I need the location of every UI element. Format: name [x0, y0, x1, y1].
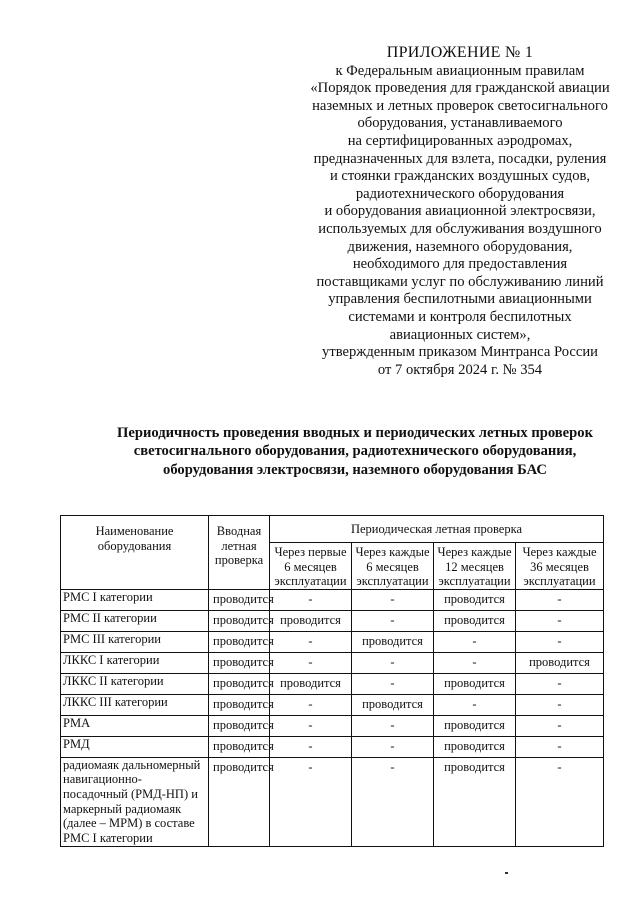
appendix-heading: ПРИЛОЖЕНИЕ № 1: [386, 44, 534, 61]
cell-intro: проводится: [209, 631, 270, 652]
cell-every-36: -: [516, 589, 604, 610]
appendix-line: поставщиками услуг по обслуживанию линий: [316, 273, 604, 290]
cell-intro: проводится: [209, 757, 270, 846]
equipment-name: ЛККС I категории: [61, 652, 209, 673]
cell-every-36: -: [516, 757, 604, 846]
header-intro-check: Вводная летная проверка: [209, 516, 270, 590]
equipment-name: ЛККС III категории: [61, 694, 209, 715]
title-line: Периодичность проведения вводных и периодических летных проверок: [117, 425, 593, 441]
cell-first-6: -: [270, 694, 352, 715]
cell-first-6: -: [270, 736, 352, 757]
cell-every-6: проводится: [352, 631, 434, 652]
table-row: [61, 652, 604, 673]
equipment-name: РМС III категории: [61, 631, 209, 652]
appendix-line: от 7 октября 2024 г. № 354: [377, 361, 543, 378]
appendix-line: управления беспилотными авиационными: [328, 291, 592, 308]
header-every-6-months: Через каждые 6 месяцев эксплуатации: [352, 543, 434, 590]
table-row: [61, 673, 604, 694]
appendix-line: необходимого для предоставления: [352, 256, 568, 273]
appendix-line: наземных и летных проверок светосигнального: [312, 97, 608, 114]
document-title: [95, 424, 615, 479]
scan-speck: [505, 872, 508, 874]
title-line: оборудования электросвязи, наземного оборудования БАС: [163, 461, 547, 478]
appendix-block: [305, 44, 615, 379]
equipment-name: РМС II категории: [61, 610, 209, 631]
table-row: [61, 757, 604, 846]
cell-every-12: проводится: [434, 736, 516, 757]
table-row: [61, 589, 604, 610]
cell-every-36: -: [516, 610, 604, 631]
cell-intro: проводится: [209, 652, 270, 673]
appendix-line: используемых для обслуживания воздушного: [318, 220, 602, 237]
cell-first-6: -: [270, 652, 352, 673]
cell-every-36: -: [516, 673, 604, 694]
cell-every-36: -: [516, 694, 604, 715]
header-every-12-months: Через каждые 12 месяцев эксплуатации: [434, 543, 516, 590]
cell-every-12: проводится: [434, 715, 516, 736]
cell-every-6: -: [352, 652, 434, 673]
cell-every-12: -: [434, 652, 516, 673]
cell-every-12: проводится: [434, 589, 516, 610]
equipment-name: ЛККС II категории: [61, 673, 209, 694]
cell-every-12: проводится: [434, 673, 516, 694]
cell-every-6: -: [352, 757, 434, 846]
cell-first-6: -: [270, 757, 352, 846]
cell-every-36: -: [516, 631, 604, 652]
appendix-line: «Порядок проведения для гражданской авиации: [310, 80, 610, 97]
cell-intro: проводится: [209, 589, 270, 610]
header-first-6-months: Через первые 6 месяцев эксплуатации: [270, 543, 352, 590]
appendix-line: радиотехнического оборудования: [355, 185, 565, 202]
equipment-name: РМА: [61, 715, 209, 736]
cell-first-6: проводится: [270, 673, 352, 694]
cell-every-6: -: [352, 610, 434, 631]
appendix-line: утвержденным приказом Минтранса России: [322, 344, 598, 361]
cell-first-6: проводится: [270, 610, 352, 631]
header-every-36-months: Через каждые 36 месяцев эксплуатации: [516, 543, 604, 590]
table-row: [61, 610, 604, 631]
periodicity-table: [60, 515, 604, 847]
cell-intro: проводится: [209, 736, 270, 757]
cell-first-6: -: [270, 589, 352, 610]
cell-first-6: -: [270, 631, 352, 652]
table-row: [61, 694, 604, 715]
cell-first-6: -: [270, 715, 352, 736]
cell-intro: проводится: [209, 694, 270, 715]
appendix-line: оборудования, устанавливаемого: [357, 115, 563, 132]
equipment-name: РМС I категории: [61, 589, 209, 610]
cell-every-36: проводится: [516, 652, 604, 673]
cell-every-36: -: [516, 715, 604, 736]
appendix-line: и стоянки гражданских воздушных судов,: [329, 168, 591, 185]
appendix-line: на сертифицированных аэродромах,: [347, 132, 573, 149]
appendix-line: системами и контроля беспилотных: [348, 308, 572, 325]
table-row: [61, 736, 604, 757]
cell-intro: проводится: [209, 715, 270, 736]
cell-every-6: проводится: [352, 694, 434, 715]
equipment-name: РМД: [61, 736, 209, 757]
cell-intro: проводится: [209, 673, 270, 694]
appendix-line: и оборудования авиационной электросвязи,: [324, 203, 596, 220]
title-line: светосигнального оборудования, радиотехнического оборудования,: [133, 443, 577, 460]
appendix-line: авиационных систем»,: [389, 326, 531, 343]
cell-intro: проводится: [209, 610, 270, 631]
cell-every-6: -: [352, 736, 434, 757]
cell-every-36: -: [516, 736, 604, 757]
equipment-name: радиомаяк дальномерный навигационно-посадочный (РМД-НП) и маркерный радиомаяк (далее – МРМ) в составе РМС I категории: [61, 757, 209, 846]
table-row: [61, 631, 604, 652]
cell-every-6: -: [352, 715, 434, 736]
cell-every-6: -: [352, 589, 434, 610]
cell-every-12: проводится: [434, 610, 516, 631]
cell-every-12: -: [434, 631, 516, 652]
cell-every-12: проводится: [434, 757, 516, 846]
table-row: [61, 715, 604, 736]
header-periodic-check: Периодическая летная проверка: [270, 516, 604, 543]
header-equipment-name: Наименование оборудования: [61, 516, 209, 590]
cell-every-12: -: [434, 694, 516, 715]
cell-every-6: -: [352, 673, 434, 694]
appendix-line: к Федеральным авиационным правилам: [335, 62, 585, 79]
appendix-line: предназначенных для взлета, посадки, руления: [313, 150, 607, 167]
appendix-line: движения, наземного оборудования,: [347, 238, 573, 255]
